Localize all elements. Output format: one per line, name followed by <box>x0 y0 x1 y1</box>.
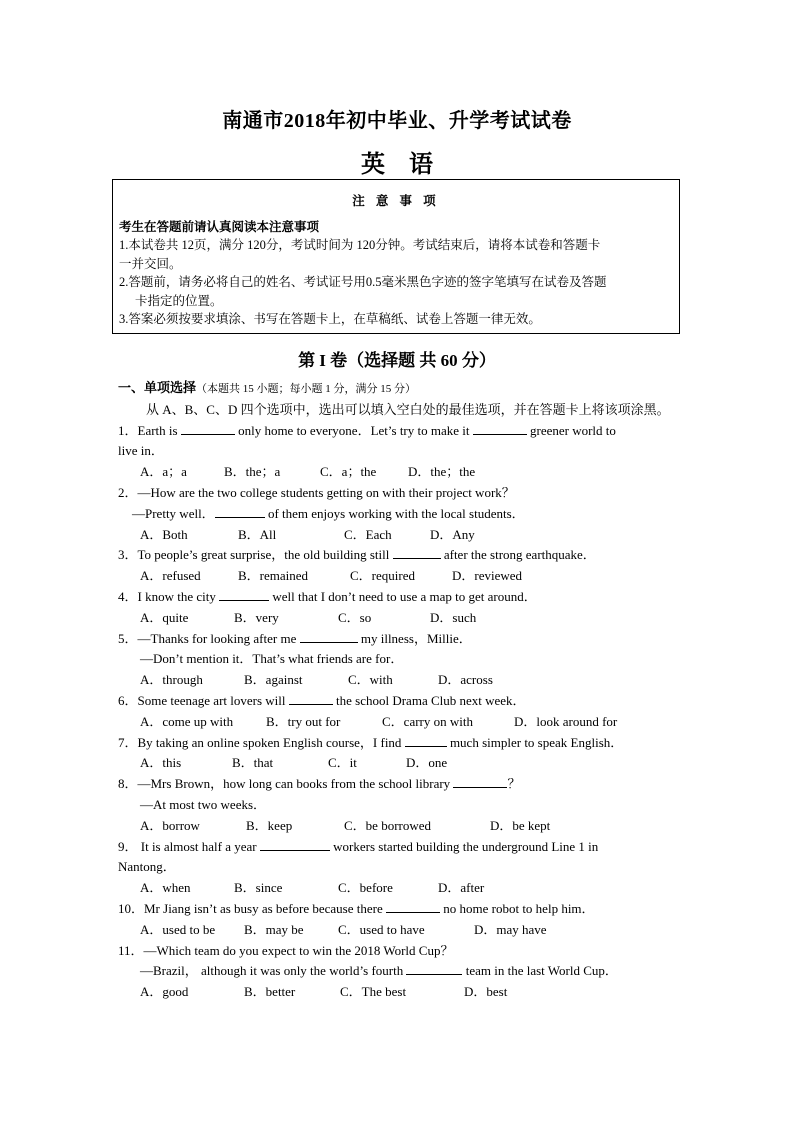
notice-intro: 考生在答题前请认真阅读本注意事项 <box>119 219 320 234</box>
option-d: D．the；the <box>408 464 476 480</box>
question-content <box>118 378 678 1003</box>
option-d: D．Any <box>430 526 475 542</box>
question-9 <box>118 837 678 858</box>
option-c: C．with <box>348 672 393 688</box>
option-d: D．after <box>438 880 485 896</box>
question-4 <box>118 587 678 608</box>
question-8-text-2: ？ <box>507 776 521 792</box>
question-5 <box>118 629 678 650</box>
answer-blank <box>300 630 358 643</box>
question-6 <box>118 691 678 712</box>
question-5-text-2: my illness，Millie． <box>357 630 472 646</box>
question-1-text-2: only home to everyone．Let’s try to make it <box>234 422 473 438</box>
question-2: 2．—How are the two college students getting on with their project work？ <box>118 484 515 500</box>
question-5-options <box>118 670 678 691</box>
answer-blank <box>405 734 447 747</box>
question-1-text-3: greener world to <box>526 422 616 438</box>
option-a: A．borrow <box>140 817 200 833</box>
option-d: D．across <box>438 672 493 688</box>
option-d: D．be kept <box>490 817 551 833</box>
option-a: A．quite <box>140 609 189 625</box>
answer-blank <box>260 838 330 851</box>
notice-item-2-line-2: 卡指定的位置。 <box>135 293 223 308</box>
option-c: C．used to have <box>338 921 425 937</box>
option-a: A．this <box>140 755 182 771</box>
question-7 <box>118 733 678 754</box>
notice-item-1-line-1: 1.本试卷共 12页，满分 120分，考试时间为 120分钟。考试结束后，请将本试卷和答题卡 <box>119 238 601 252</box>
option-b: B．better <box>244 984 296 1000</box>
question-10-text-2: no home robot to help him． <box>440 900 595 916</box>
option-b: B．since <box>234 880 283 896</box>
option-c: C．before <box>338 880 393 896</box>
question-2-reply-text-1: —Pretty well． <box>132 505 215 521</box>
option-d: D．reviewed <box>452 568 523 584</box>
question-2-options <box>118 525 678 546</box>
option-b: B．remained <box>238 568 309 584</box>
question-11-reply <box>118 961 678 982</box>
option-d: D．one <box>406 755 448 771</box>
notice-item-1 <box>119 236 673 273</box>
notice-item-2 <box>119 273 673 310</box>
question-7-text-1: 7．By taking an online spoken English course，I find <box>118 734 405 750</box>
question-1-options <box>118 462 678 483</box>
option-c: C．a；the <box>320 464 377 480</box>
question-10-options <box>118 920 678 941</box>
option-d: D．such <box>430 609 477 625</box>
question-2-reply-text-2: of them enjoys working with the local students． <box>264 505 525 521</box>
question-7-text-2: much simpler to speak English． <box>446 734 624 750</box>
option-c: C．Each <box>344 526 392 542</box>
question-8 <box>118 774 678 795</box>
question-9-options <box>118 878 678 899</box>
question-5-text-1: 5．—Thanks for looking after me <box>118 630 300 646</box>
notice-box <box>112 179 680 334</box>
part-title: 第 I 卷（选择题 共 60 分） <box>298 351 496 370</box>
question-3-text-1: 3．To people’s great surprise，the old building still <box>118 547 393 563</box>
subject-char-2: 语 <box>409 152 433 178</box>
question-3 <box>118 545 678 566</box>
option-c: C．The best <box>340 984 407 1000</box>
notice-item-3: 3.答案必须按要求填涂、书写在答题卡上，在草稿纸、试卷上答题一律无效。 <box>119 312 541 326</box>
option-b: B．very <box>234 609 279 625</box>
answer-blank <box>181 422 235 435</box>
option-c: C．so <box>338 609 372 625</box>
question-10 <box>118 899 678 920</box>
option-b: B．that <box>232 755 274 771</box>
question-11-reply-text-1: —Brazil， although it was only the world’s fourth <box>140 963 407 979</box>
notice-item-1-line-2: 一并交回。 <box>119 256 182 271</box>
section-title-main: 一、单项选择 <box>118 380 197 395</box>
option-c: C．it <box>328 755 357 771</box>
answer-blank <box>289 692 333 705</box>
question-6-text-1: 6．Some teenage art lovers will <box>118 692 289 708</box>
answer-blank <box>386 900 440 913</box>
question-2-reply <box>118 504 678 525</box>
question-6-options <box>118 712 678 733</box>
notice-heading: 注 意 事 项 <box>352 194 440 208</box>
option-a: A．good <box>140 984 189 1000</box>
question-1 <box>118 421 678 442</box>
option-a: A．refused <box>140 568 201 584</box>
option-d: D．may have <box>474 921 547 937</box>
question-8-reply: —At most two weeks． <box>140 796 267 812</box>
question-5-reply: —Don’t mention it．That’s what friends are for． <box>140 651 404 667</box>
answer-blank <box>406 962 462 975</box>
answer-blank <box>215 505 265 518</box>
question-11-options <box>118 982 678 1003</box>
section-title-note: （本题共 15 小题；每小题 1 分，满分 15 分） <box>196 383 417 395</box>
question-4-text-1: 4．I know the city <box>118 588 220 604</box>
question-3-text-2: after the strong earthquake． <box>440 547 596 563</box>
question-1-text-1: 1．Earth is <box>118 422 181 438</box>
question-11: 11．—Which team do you expect to win the 2018 World Cup？ <box>118 942 454 958</box>
question-9-continued: Nantong． <box>118 859 176 875</box>
option-b: B．try out for <box>266 713 341 729</box>
option-b: B．against <box>244 672 303 688</box>
subject-char-1: 英 <box>361 152 385 178</box>
option-a: A．used to be <box>140 921 216 937</box>
option-b: B．may be <box>244 921 304 937</box>
question-4-text-2: well that I don’t need to use a map to get around． <box>269 588 537 604</box>
subject-title <box>0 144 794 179</box>
option-c: C．carry on with <box>382 713 473 729</box>
option-d: D．best <box>464 984 508 1000</box>
exam-title: 南通市2018年初中毕业、升学考试试卷 <box>222 110 572 132</box>
answer-blank <box>473 422 527 435</box>
question-7-options <box>118 753 678 774</box>
answer-blank <box>453 775 507 788</box>
question-8-text-1: 8．—Mrs Brown，how long can books from the school library <box>118 776 454 792</box>
question-4-options <box>118 608 678 629</box>
question-6-text-2: the school Drama Club next week． <box>332 692 526 708</box>
option-a: A．come up with <box>140 713 234 729</box>
option-a: A．Both <box>140 526 188 542</box>
option-c: C．required <box>350 568 415 584</box>
question-9-text-1: 9． It is almost half a year <box>118 838 260 854</box>
option-b: B．the；a <box>224 464 281 480</box>
section-instruction: 从 A、B、C、D 四个选项中，选出可以填入空白处的最佳选项，并在答题卡上将该项涂黑。 <box>146 401 670 417</box>
answer-blank <box>393 546 441 559</box>
question-9-text-2: workers started building the underground Line 1 in <box>329 838 599 854</box>
question-10-text-1: 10．Mr Jiang isn’t as busy as before because there <box>118 900 386 916</box>
question-11-reply-text-2: team in the last World Cup． <box>462 963 618 979</box>
option-b: B．All <box>238 526 277 542</box>
option-a: A．when <box>140 880 191 896</box>
question-8-options <box>118 816 678 837</box>
question-3-options <box>118 566 678 587</box>
option-a: A．through <box>140 672 203 688</box>
option-d: D．look around for <box>514 713 618 729</box>
question-1-continued: live in． <box>118 443 164 459</box>
section-title <box>118 378 678 400</box>
option-c: C．be borrowed <box>344 817 432 833</box>
answer-blank <box>219 588 269 601</box>
notice-item-2-line-1: 2.答题前，请务必将自己的姓名、考试证号用0.5毫米黑色字迹的签字笔填写在试卷及答题 <box>119 275 607 289</box>
option-a: A．a；a <box>140 464 187 480</box>
option-b: B．keep <box>246 817 293 833</box>
